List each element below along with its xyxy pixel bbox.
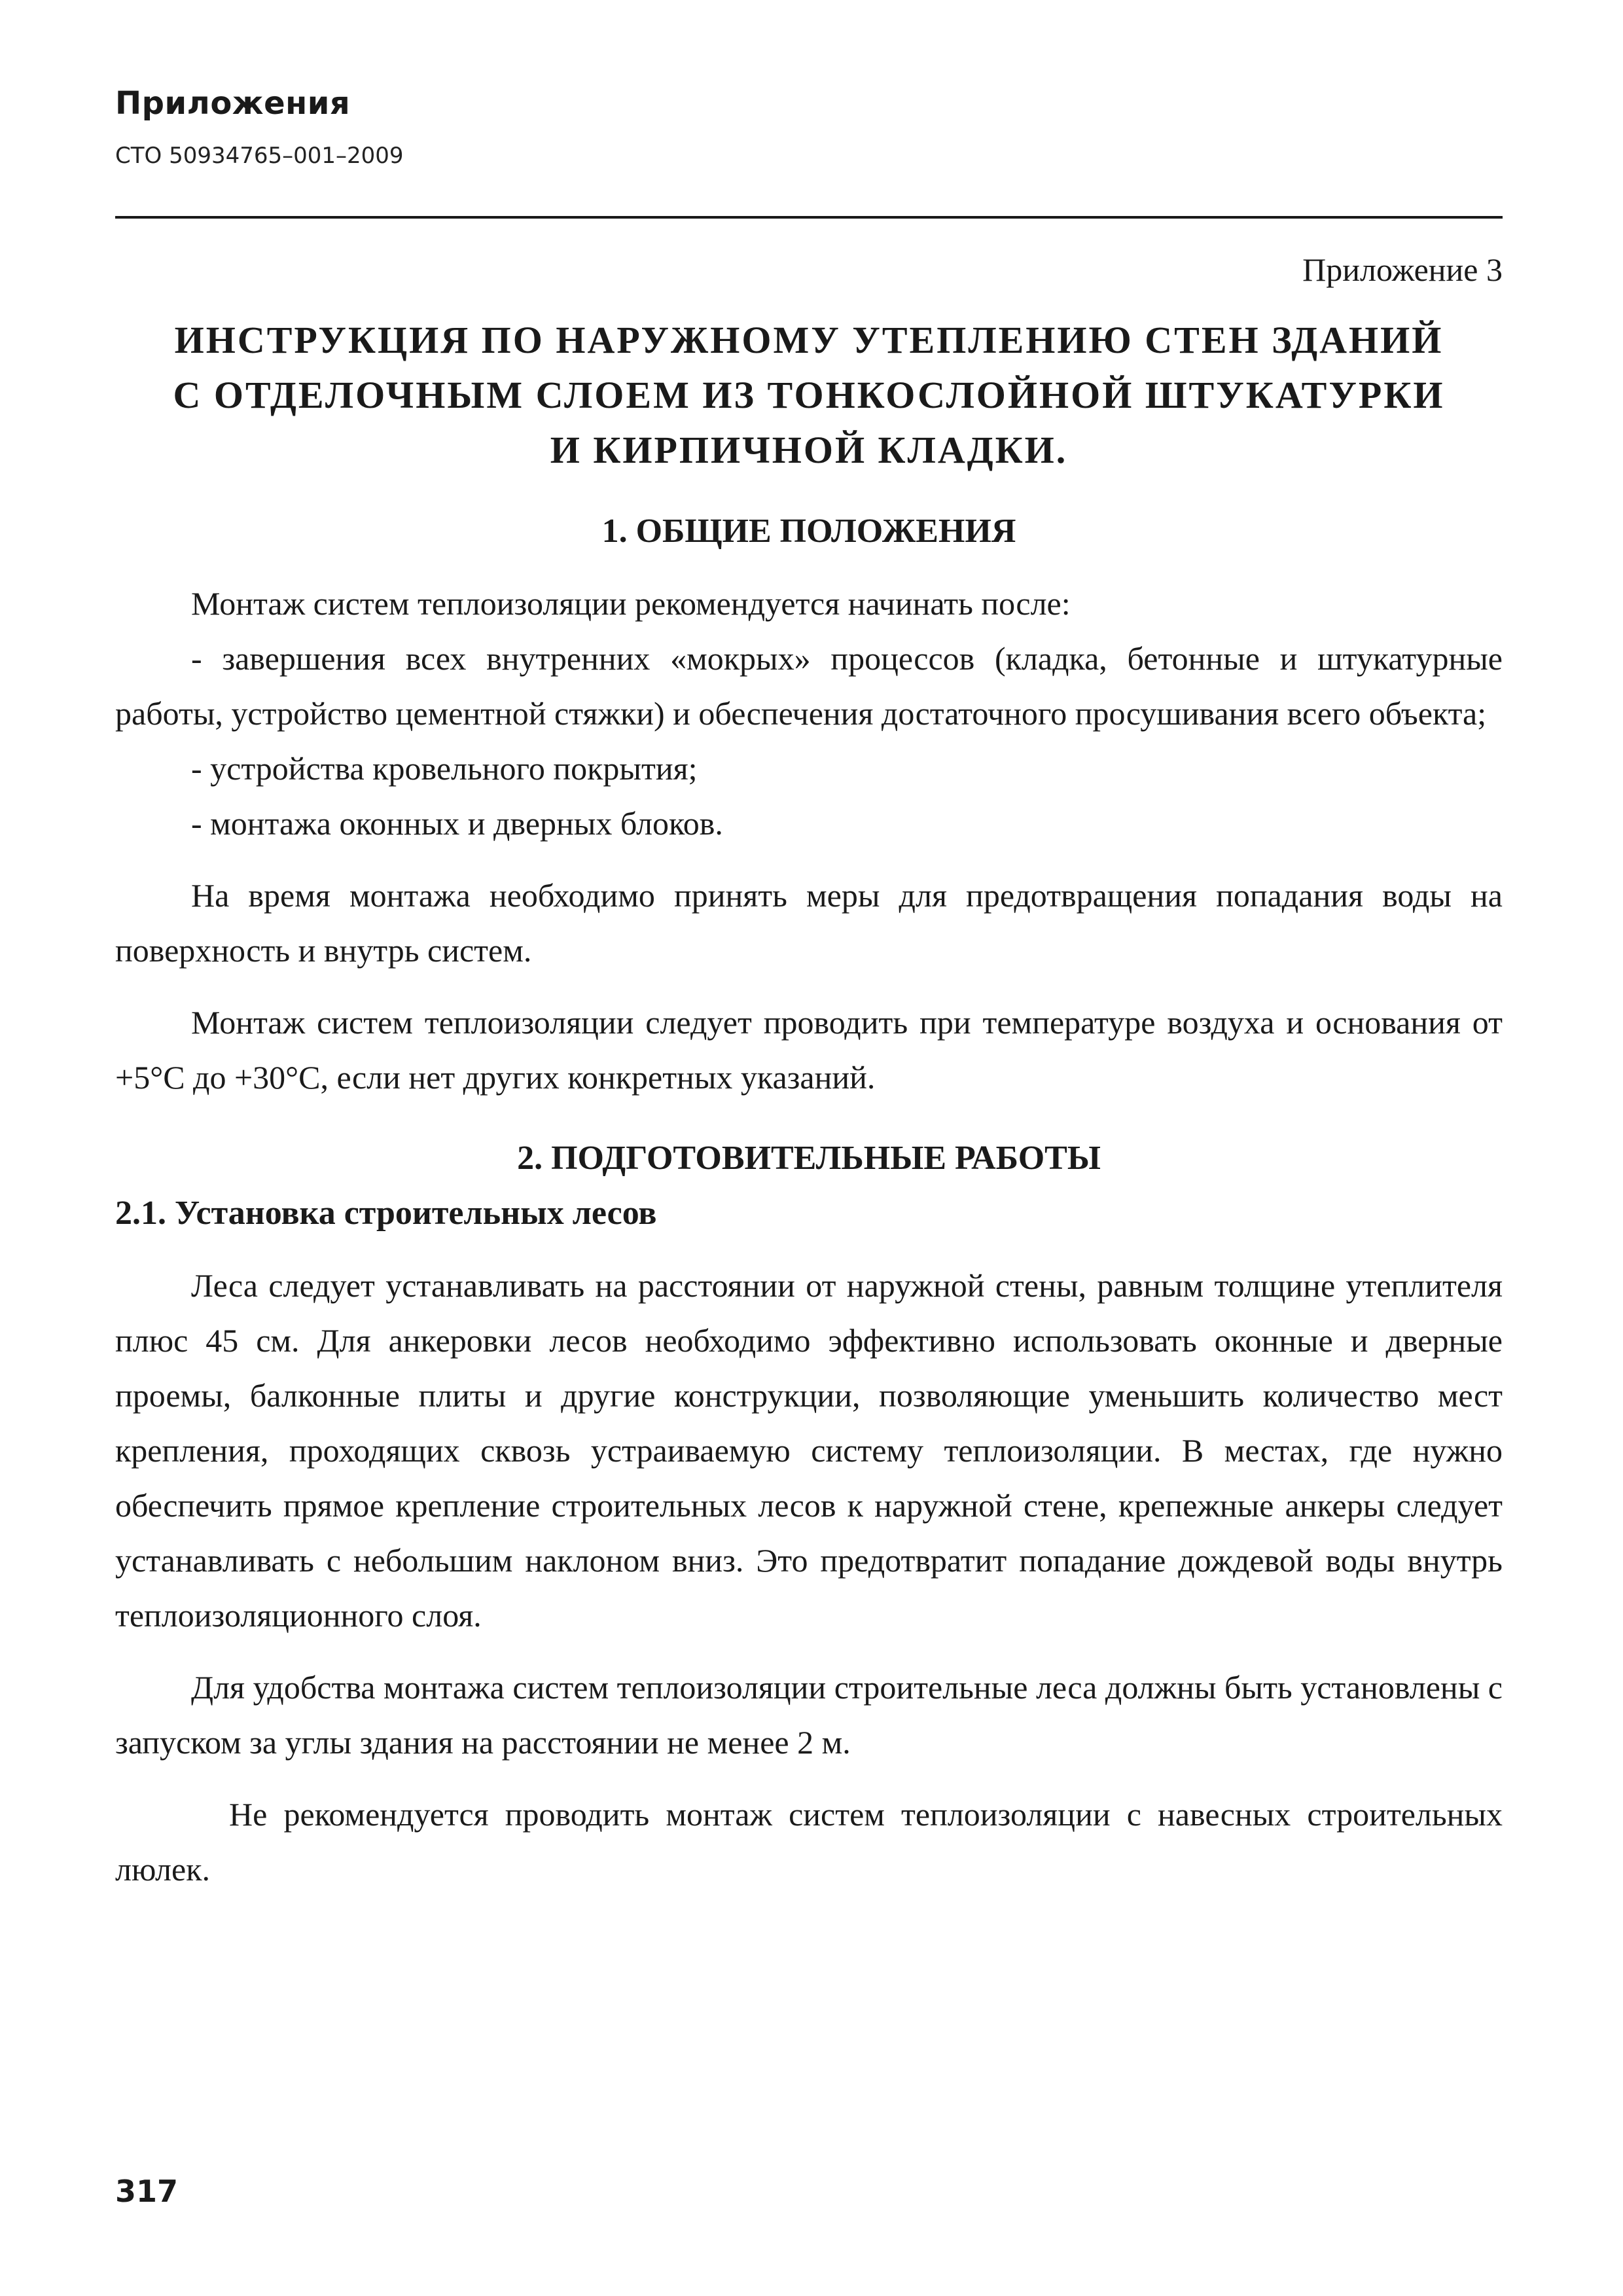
running-header [115, 84, 1503, 170]
section-1-item-2: - устройства кровельного покрытия; [191, 750, 698, 787]
section-1-paragraph-1: На время монтажа необходимо принять меры для предотвращения попадания воды на поверхность и внутрь систем. [115, 877, 1503, 969]
section-1-intro: Монтаж систем теплоизоляции рекомендуется начинать после: [191, 585, 1071, 622]
section-2-1-heading: 2.1. Установка строительных лесов [115, 1194, 657, 1232]
section-label: Приложения [115, 85, 351, 122]
document-body [115, 242, 1503, 1897]
document-code: СТО 50934765–001–2009 [115, 143, 404, 169]
section-1-heading: 1. ОБЩИЕ ПОЛОЖЕНИЯ [601, 512, 1016, 550]
section-2-1-paragraph-2: Для удобства монтажа систем теплоизоляции строительные леса должны быть установлены с запуском за углы здания на расстоянии не менее 2 м. [115, 1669, 1503, 1761]
document-title: ИНСТРУКЦИЯ ПО НАРУЖНОМУ УТЕПЛЕНИЮ СТЕН ЗДАНИЙ С ОТДЕЛОЧНЫМ СЛОЕМ ИЗ ТОНКОСЛОЙНОЙ ШТУКАТУРКИ И КИРПИЧНОЙ КЛАДКИ. [173, 319, 1445, 471]
section-2-1-paragraph-1: Леса следует устанавливать на расстоянии от наружной стены, равным толщине утеплителя плюс 45 см. Для анкеровки лесов необходимо эффективно использовать оконные и дверные проемы, балконные плиты и другие конструкции, позволяющие уменьшить количество мест крепления, проходящих сквозь устраиваемую систему теплоизоляции. В местах, где нужно обеспечить прямое крепление строительных лесов к наружной стене, крепежные анкеры следует устанавливать с небольшим наклоном вниз. Это предотвратит попадание дождевой воды внутрь теплоизоляционного слоя. [115, 1267, 1503, 1634]
section-2-heading: 2. ПОДГОТОВИТЕЛЬНЫЕ РАБОТЫ [517, 1139, 1101, 1177]
section-1-item-3: - монтажа оконных и дверных блоков. [191, 805, 723, 842]
appendix-label: Приложение 3 [1302, 251, 1503, 288]
header-divider [115, 216, 1503, 219]
section-2-1-paragraph-3: Не рекомендуется проводить монтаж систем теплоизоляции с навесных строительных люлек. [115, 1796, 1503, 1888]
section-1-paragraph-2: Монтаж систем теплоизоляции следует проводить при температуре воздуха и основания от +5°С до +30°С, если нет других конкретных указаний. [115, 1004, 1503, 1096]
page-number: 317 [115, 2174, 179, 2209]
section-1-item-1: - завершения всех внутренних «мокрых» процессов (кладка, бетонные и штукатурные работы, устройство цементной стяжки) и обеспечения достаточного просушивания всего объекта; [115, 640, 1503, 732]
